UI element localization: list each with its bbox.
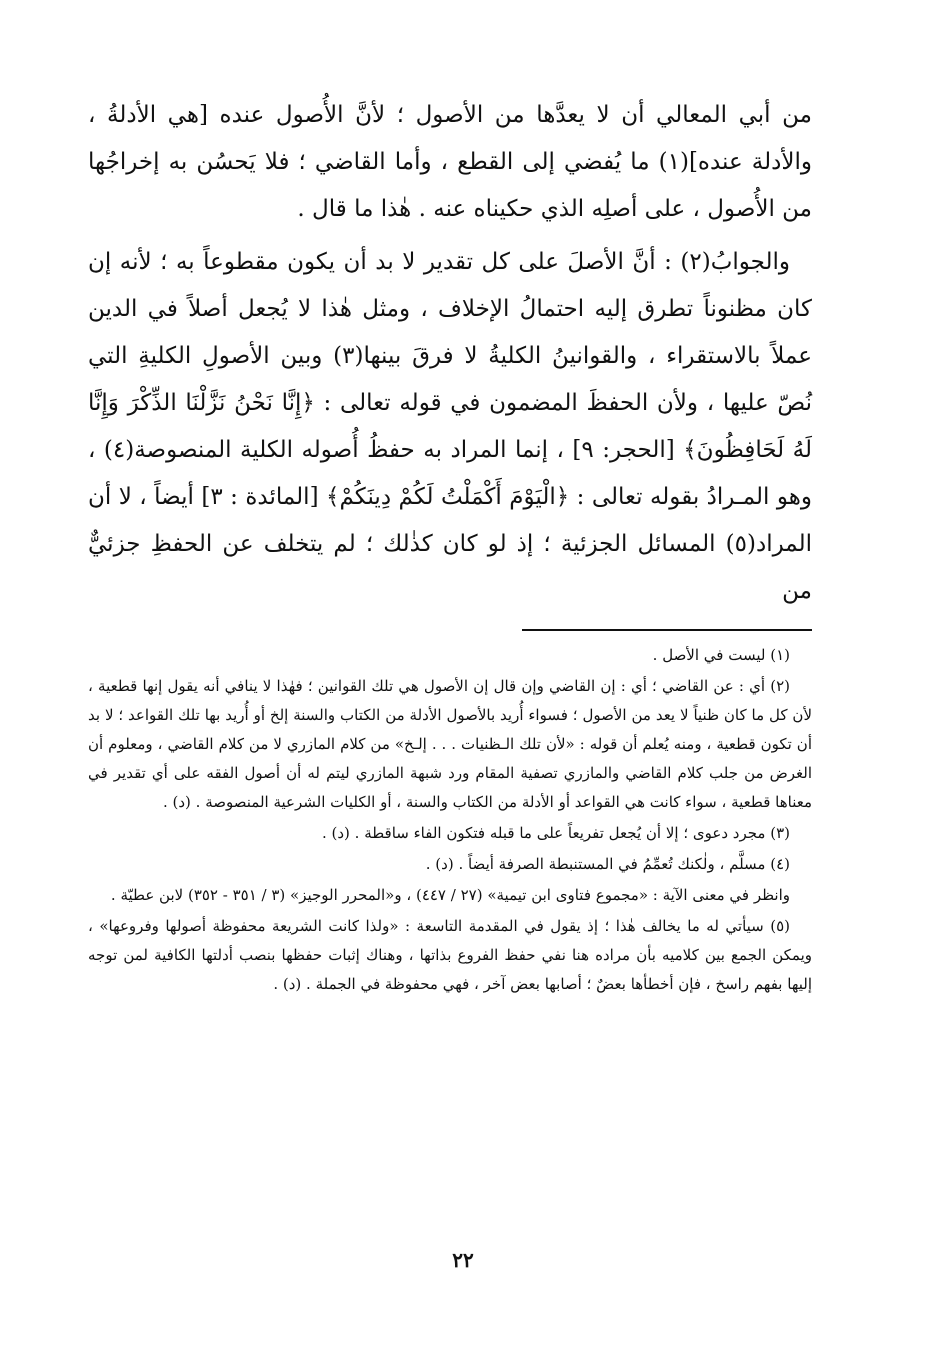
main-paragraph: والجوابُ(٢) : أنَّ الأصلَ على كل تقدير لا بد أن يكون مقطوعاً به ؛ لأنه إن كان مظنوناً تطرق إليه احتمالُ الإخلاف ، ومثل هٰذا لا يُجعل أصلاً في الدين عملاً بالاستقراء ، والقوانينُ الكليةُ لا فرقَ بينها(٣) وبين الأصولِ الكليةِ التي نُصّ عليها ، ولأن الحفظَ المضمون في قوله تعالى : ﴿إِنَّا نَحْنُ نَزَّلْنَا الذِّكْرَ وَإِنَّا لَهُ لَحَافِظُونَ﴾ [الحجر: ٩] ، إنما المراد به حفظُ أُصوله الكلية المنصوصة(٤) ، وهو المـرادُ بقوله تعالى : ﴿الْيَوْمَ أَكْمَلْتُ لَكُمْ دِينَكُمْ﴾ [المائدة : ٣] أيضاً ، لا أن المراد(٥) المسائل الجزئية ؛ إذ لو كان كذٰلك ؛ لم يتخلف عن الحفظِ جزئيٌّ من <box>88 249 812 604</box>
main-text <box>88 92 812 615</box>
footnote: (٥) سيأتي له ما يخالف هٰذا ؛ إذ يقول في المقدمة التاسعة : «ولذا كانت الشريعة محفوظة أصولها وفروعها» ، ويمكن الجمع بين كلاميه بأن مراده هنا نفي حفظ الفروع بذاتها ، وهناك إثبات حفظها بنصب أدلتها الكافية لمن توجه إليها بفهم راسخ ، فإن أخطأها بعضٌ ؛ أصابها بعض آخر ، فهي محفوظة في الجملة . (د) . <box>88 917 812 993</box>
footnote-divider <box>522 629 812 631</box>
footnote: (٢) أي : عن القاضي ؛ أي : إن القاضي وإن قال إن الأصول هي تلك القوانين ؛ فهٰذا لا ينافي أنه يقول إنها قطعية ، لأن كل ما كان ظنياً لا يعد من الأصول ؛ فسواء أُريد بالأصول الأدلة من الكتاب والسنة إلخ أو أُريد بها تلك القواعد ؛ لا بد أن تكون قطعية ، ومنه يُعلم أن قوله : «لأن تلك الـظنيات . . . إلـخ» من كلام المازري لا من كلام القاضي ، ومعلوم أن الغرض من جلب كلام القاضي والمازري تصفية المقام ورد شبهة المازري ليتم له أن أصول الفقه على أي تقدير في معناها قطعية ، سواء كانت هي القواعد أو الأدلة من الكتاب والسنة ، أو الكليات الشرعية المنصوصة . (د) . <box>88 677 812 811</box>
footnote: (٣) مجرد دعوى ؛ إلا أن يُجعل تفريعاً على ما قبله فتكون الفاء ساقطة . (د) . <box>321 824 790 842</box>
page-body <box>88 92 812 999</box>
page-number: ٢٢ <box>452 1248 474 1272</box>
footnote: (١) ليست في الأصل . <box>652 646 790 664</box>
main-paragraph: من أبي المعالي أن لا يعدَّها من الأصول ؛ لأنَّ الأُصول عنده [هي الأدلةُ ، والأدلة عنده](١) ما يُفضي إلى القطع ، وأما القاضي ؛ فلا يَحسُن به إخراجُها من الأُصول ، على أصلِه الذي حكيناه عنه . هٰذا ما قال . <box>88 102 812 222</box>
footnote: وانظر في معنى الآية : «مجموع فتاوى ابن تيمية» (٢٧ / ٤٤٧) ، و«المحرر الوجيز» (٣ / ٣٥١ - ٣٥٢) لابن عطيّة . <box>110 886 790 904</box>
footnotes <box>88 641 812 999</box>
footnote: (٤) مسلَّم ، ولٰكنك تُعمِّمُ في المستنبطة الصرفة أيضاً . (د) . <box>425 855 790 873</box>
